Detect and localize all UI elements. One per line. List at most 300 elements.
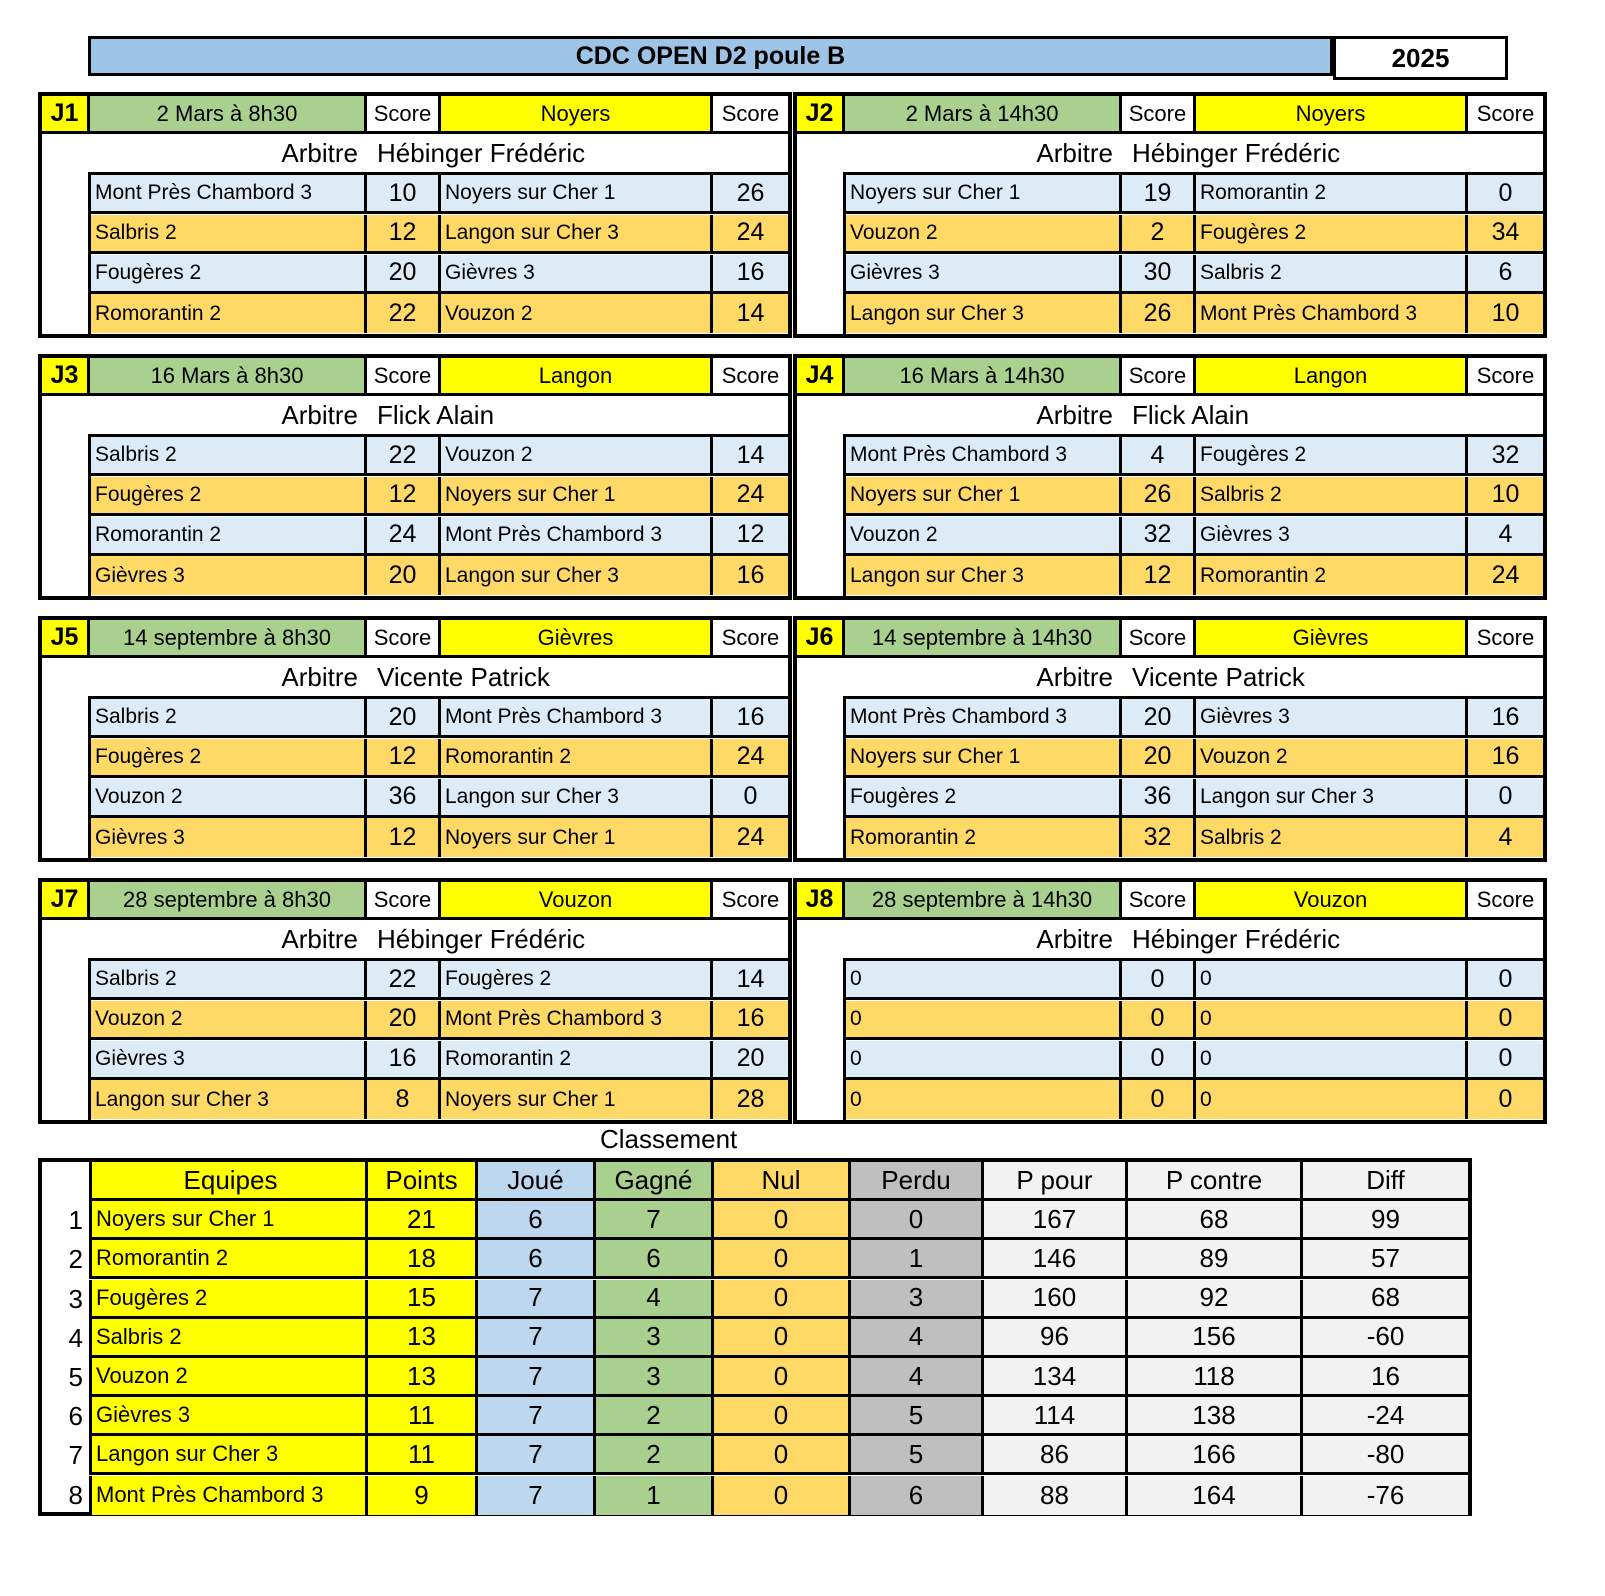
score-header: Score bbox=[1468, 620, 1543, 655]
column-header-lost: Perdu bbox=[851, 1162, 984, 1201]
away-score: 0 bbox=[1498, 782, 1513, 810]
rank: 5 bbox=[42, 1358, 92, 1397]
home-score: 26 bbox=[1122, 294, 1196, 333]
points-against: 89 bbox=[1128, 1240, 1303, 1279]
home-score: 20 bbox=[367, 1001, 441, 1037]
away-score: 24 bbox=[1491, 561, 1520, 590]
away-team: 0 bbox=[1196, 961, 1468, 997]
match-row bbox=[91, 779, 788, 818]
match-row bbox=[846, 1041, 1543, 1080]
score-header: Score bbox=[713, 96, 788, 131]
difference: -60 bbox=[1303, 1319, 1468, 1358]
drawn: 0 bbox=[714, 1240, 851, 1279]
referee-label: Arbitre bbox=[281, 400, 358, 430]
away-score: 16 bbox=[736, 258, 765, 286]
points: 13 bbox=[368, 1358, 478, 1397]
match-row bbox=[91, 961, 788, 1000]
home-score: 12 bbox=[367, 739, 441, 775]
home-score: 12 bbox=[367, 215, 441, 251]
home-score: 10 bbox=[367, 175, 441, 211]
round-id: J2 bbox=[797, 96, 845, 131]
match-row bbox=[846, 294, 1543, 333]
away-score: 6 bbox=[1498, 258, 1513, 286]
away-team: Salbris 2 bbox=[1196, 818, 1468, 857]
round-id: J6 bbox=[797, 620, 845, 655]
home-team: Mont Près Chambord 3 bbox=[846, 699, 1122, 735]
home-score: 22 bbox=[367, 437, 441, 473]
home-team: Noyers sur Cher 1 bbox=[846, 477, 1122, 513]
match-list bbox=[843, 699, 1543, 858]
standings-row bbox=[42, 1358, 1468, 1397]
away-team: Vouzon 2 bbox=[441, 437, 713, 473]
round-id: J7 bbox=[42, 882, 90, 917]
won: 6 bbox=[596, 1240, 714, 1279]
page-title: CDC OPEN D2 poule B bbox=[88, 36, 1333, 76]
rank: 6 bbox=[42, 1397, 92, 1436]
match-row bbox=[91, 739, 788, 778]
match-row bbox=[846, 699, 1543, 738]
away-score: 0 bbox=[1498, 1004, 1513, 1033]
played: 7 bbox=[478, 1476, 596, 1515]
match-row bbox=[846, 517, 1543, 556]
title-bar bbox=[88, 36, 1508, 80]
round-venue: Langon bbox=[441, 358, 713, 393]
match-row bbox=[91, 294, 788, 333]
won: 3 bbox=[596, 1358, 714, 1397]
round-date: 16 Mars à 8h30 bbox=[90, 358, 367, 393]
won: 7 bbox=[596, 1201, 714, 1240]
home-score: 2 bbox=[1122, 215, 1196, 251]
score-header: Score bbox=[713, 358, 788, 393]
referee-row bbox=[797, 134, 1543, 174]
away-score: 14 bbox=[736, 440, 765, 469]
points: 11 bbox=[368, 1436, 478, 1475]
home-team: Salbris 2 bbox=[91, 437, 367, 473]
classement-title: Classement bbox=[600, 1124, 738, 1154]
round-date: 2 Mars à 8h30 bbox=[90, 96, 367, 131]
round-id: J5 bbox=[42, 620, 90, 655]
home-score: 20 bbox=[1122, 739, 1196, 775]
round-block-j6 bbox=[793, 616, 1547, 862]
away-team: Fougères 2 bbox=[441, 961, 713, 997]
team-name: Langon sur Cher 3 bbox=[92, 1436, 368, 1475]
round-id: J8 bbox=[797, 882, 845, 917]
points-for: 134 bbox=[984, 1358, 1128, 1397]
referee-name: Hébinger Frédéric bbox=[377, 138, 586, 168]
round-block-j2 bbox=[793, 92, 1547, 338]
away-team: Noyers sur Cher 1 bbox=[441, 477, 713, 513]
standings-row bbox=[42, 1436, 1468, 1475]
referee-row bbox=[797, 920, 1543, 960]
away-score: 0 bbox=[1498, 964, 1513, 993]
lost: 6 bbox=[851, 1476, 984, 1515]
match-row bbox=[91, 477, 788, 516]
points: 11 bbox=[368, 1397, 478, 1436]
away-team: Gièvres 3 bbox=[441, 255, 713, 291]
referee-label: Arbitre bbox=[1036, 662, 1113, 692]
standings-row bbox=[42, 1476, 1468, 1515]
rank: 1 bbox=[42, 1201, 92, 1240]
round-header bbox=[797, 358, 1543, 396]
column-header-points-for: P pour bbox=[984, 1162, 1128, 1201]
home-score: 22 bbox=[367, 961, 441, 997]
home-score: 0 bbox=[1122, 961, 1196, 997]
points-against: 118 bbox=[1128, 1358, 1303, 1397]
score-header: Score bbox=[367, 882, 441, 917]
away-team: Salbris 2 bbox=[1196, 477, 1468, 513]
drawn: 0 bbox=[714, 1280, 851, 1319]
away-score: 14 bbox=[736, 964, 765, 993]
lost: 4 bbox=[851, 1319, 984, 1358]
played: 7 bbox=[478, 1436, 596, 1475]
team-name: Gièvres 3 bbox=[92, 1397, 368, 1436]
score-header: Score bbox=[713, 620, 788, 655]
won: 1 bbox=[596, 1476, 714, 1515]
match-row bbox=[846, 1080, 1543, 1119]
round-block-j1 bbox=[38, 92, 792, 338]
away-score: 16 bbox=[1491, 742, 1520, 771]
round-date: 2 Mars à 14h30 bbox=[845, 96, 1122, 131]
home-team: Vouzon 2 bbox=[846, 215, 1122, 251]
home-team: Romorantin 2 bbox=[91, 294, 367, 333]
score-header: Score bbox=[1122, 620, 1196, 655]
round-id: J4 bbox=[797, 358, 845, 393]
away-team: Noyers sur Cher 1 bbox=[441, 818, 713, 857]
team-name: Salbris 2 bbox=[92, 1319, 368, 1358]
match-list bbox=[88, 699, 788, 858]
referee-name: Hébinger Frédéric bbox=[1132, 924, 1341, 954]
home-score: 19 bbox=[1122, 175, 1196, 211]
home-team: Gièvres 3 bbox=[91, 1041, 367, 1077]
drawn: 0 bbox=[714, 1476, 851, 1515]
match-list bbox=[88, 961, 788, 1120]
won: 3 bbox=[596, 1319, 714, 1358]
referee-name: Hébinger Frédéric bbox=[377, 924, 586, 954]
match-list bbox=[843, 437, 1543, 596]
round-header bbox=[42, 96, 788, 134]
match-list bbox=[843, 175, 1543, 334]
points: 9 bbox=[368, 1476, 478, 1515]
away-team: Gièvres 3 bbox=[1196, 517, 1468, 553]
match-row bbox=[91, 1001, 788, 1040]
round-date: 14 septembre à 8h30 bbox=[90, 620, 367, 655]
home-score: 20 bbox=[367, 255, 441, 291]
score-header: Score bbox=[713, 882, 788, 917]
home-team: Vouzon 2 bbox=[846, 517, 1122, 553]
match-row bbox=[91, 1041, 788, 1080]
away-score: 10 bbox=[1491, 480, 1520, 509]
referee-name: Flick Alain bbox=[1132, 400, 1250, 430]
match-row bbox=[846, 215, 1543, 254]
away-score: 0 bbox=[743, 782, 758, 810]
match-list bbox=[843, 961, 1543, 1120]
away-score: 16 bbox=[1491, 702, 1520, 731]
away-score: 24 bbox=[736, 742, 765, 771]
home-team: Fougères 2 bbox=[91, 255, 367, 291]
away-score: 16 bbox=[736, 1004, 765, 1033]
points-for: 86 bbox=[984, 1436, 1128, 1475]
home-team: Fougères 2 bbox=[91, 477, 367, 513]
away-team: Romorantin 2 bbox=[441, 1041, 713, 1077]
home-score: 36 bbox=[1122, 779, 1196, 815]
away-team: 0 bbox=[1196, 1080, 1468, 1119]
home-team: Romorantin 2 bbox=[846, 818, 1122, 857]
referee-row bbox=[42, 134, 788, 174]
match-row bbox=[91, 818, 788, 857]
home-score: 26 bbox=[1122, 477, 1196, 513]
home-team: Noyers sur Cher 1 bbox=[846, 739, 1122, 775]
away-team: Mont Près Chambord 3 bbox=[1196, 294, 1468, 333]
lost: 5 bbox=[851, 1436, 984, 1475]
away-score: 4 bbox=[1498, 520, 1513, 548]
lost: 0 bbox=[851, 1201, 984, 1240]
away-team: Mont Près Chambord 3 bbox=[441, 1001, 713, 1037]
standings-row bbox=[42, 1240, 1468, 1279]
referee-row bbox=[42, 658, 788, 698]
away-score: 16 bbox=[736, 702, 765, 731]
away-team: Langon sur Cher 3 bbox=[441, 779, 713, 815]
rank: 2 bbox=[42, 1240, 92, 1279]
home-team: 0 bbox=[846, 961, 1122, 997]
round-header bbox=[42, 358, 788, 396]
referee-row bbox=[42, 920, 788, 960]
away-score: 4 bbox=[1498, 823, 1513, 852]
drawn: 0 bbox=[714, 1358, 851, 1397]
home-score: 16 bbox=[367, 1041, 441, 1077]
points-for: 114 bbox=[984, 1397, 1128, 1436]
points-against: 166 bbox=[1128, 1436, 1303, 1475]
round-header bbox=[797, 620, 1543, 658]
match-row bbox=[91, 255, 788, 294]
round-block-j4 bbox=[793, 354, 1547, 600]
match-list bbox=[88, 437, 788, 596]
match-row bbox=[846, 255, 1543, 294]
standings-table bbox=[38, 1158, 1472, 1516]
home-team: Gièvres 3 bbox=[91, 818, 367, 857]
round-venue: Vouzon bbox=[441, 882, 713, 917]
round-header bbox=[797, 882, 1543, 920]
score-header: Score bbox=[1468, 358, 1543, 393]
home-score: 36 bbox=[367, 779, 441, 815]
home-team: Fougères 2 bbox=[846, 779, 1122, 815]
home-score: 20 bbox=[1122, 699, 1196, 735]
match-row bbox=[846, 818, 1543, 857]
away-score: 24 bbox=[736, 480, 765, 509]
match-list bbox=[88, 175, 788, 334]
match-row bbox=[91, 1080, 788, 1119]
match-row bbox=[846, 1001, 1543, 1040]
match-row bbox=[846, 739, 1543, 778]
difference: 57 bbox=[1303, 1240, 1468, 1279]
home-score: 0 bbox=[1122, 1080, 1196, 1119]
match-row bbox=[846, 556, 1543, 595]
away-score: 20 bbox=[736, 1044, 765, 1072]
played: 7 bbox=[478, 1280, 596, 1319]
lost: 3 bbox=[851, 1280, 984, 1319]
match-row bbox=[91, 175, 788, 214]
round-id: J1 bbox=[42, 96, 90, 131]
referee-label: Arbitre bbox=[281, 924, 358, 954]
referee-row bbox=[42, 396, 788, 436]
home-score: 32 bbox=[1122, 818, 1196, 857]
match-row bbox=[846, 477, 1543, 516]
home-score: 20 bbox=[367, 699, 441, 735]
round-date: 16 Mars à 14h30 bbox=[845, 358, 1122, 393]
played: 7 bbox=[478, 1358, 596, 1397]
column-header-won: Gagné bbox=[596, 1162, 714, 1201]
away-score: 16 bbox=[736, 561, 765, 590]
home-team: Romorantin 2 bbox=[91, 517, 367, 553]
away-team: Romorantin 2 bbox=[1196, 175, 1468, 211]
match-row bbox=[846, 779, 1543, 818]
difference: -24 bbox=[1303, 1397, 1468, 1436]
standings-row bbox=[42, 1201, 1468, 1240]
points-for: 167 bbox=[984, 1201, 1128, 1240]
match-row bbox=[91, 517, 788, 556]
points: 21 bbox=[368, 1201, 478, 1240]
season-year: 2025 bbox=[1333, 36, 1508, 80]
round-block-j8 bbox=[793, 878, 1547, 1124]
referee-label: Arbitre bbox=[1036, 138, 1113, 168]
referee-name: Vicente Patrick bbox=[377, 662, 550, 692]
away-score: 0 bbox=[1498, 1044, 1513, 1072]
column-header-drawn: Nul bbox=[714, 1162, 851, 1201]
away-team: Langon sur Cher 3 bbox=[441, 556, 713, 595]
points: 18 bbox=[368, 1240, 478, 1279]
home-team: 0 bbox=[846, 1041, 1122, 1077]
points-against: 164 bbox=[1128, 1476, 1303, 1515]
match-row bbox=[91, 215, 788, 254]
team-name: Mont Près Chambord 3 bbox=[92, 1476, 368, 1515]
home-team: Vouzon 2 bbox=[91, 779, 367, 815]
points: 13 bbox=[368, 1319, 478, 1358]
won: 4 bbox=[596, 1280, 714, 1319]
lost: 5 bbox=[851, 1397, 984, 1436]
away-score: 12 bbox=[736, 520, 765, 548]
match-row bbox=[846, 961, 1543, 1000]
team-name: Vouzon 2 bbox=[92, 1358, 368, 1397]
team-name: Noyers sur Cher 1 bbox=[92, 1201, 368, 1240]
home-team: Salbris 2 bbox=[91, 699, 367, 735]
home-score: 22 bbox=[367, 294, 441, 333]
referee-name: Vicente Patrick bbox=[1132, 662, 1305, 692]
home-score: 30 bbox=[1122, 255, 1196, 291]
referee-label: Arbitre bbox=[281, 138, 358, 168]
standings-row bbox=[42, 1319, 1468, 1358]
rank: 8 bbox=[42, 1476, 92, 1515]
away-team: Mont Près Chambord 3 bbox=[441, 517, 713, 553]
away-score: 34 bbox=[1491, 218, 1520, 247]
away-team: Salbris 2 bbox=[1196, 255, 1468, 291]
column-header-difference: Diff bbox=[1303, 1162, 1468, 1201]
away-score: 0 bbox=[1498, 178, 1513, 207]
rank: 4 bbox=[42, 1319, 92, 1358]
home-team: Fougères 2 bbox=[91, 739, 367, 775]
away-score: 26 bbox=[736, 178, 765, 207]
away-team: Noyers sur Cher 1 bbox=[441, 1080, 713, 1119]
home-score: 12 bbox=[1122, 556, 1196, 595]
home-team: Mont Près Chambord 3 bbox=[91, 175, 367, 211]
referee-label: Arbitre bbox=[1036, 400, 1113, 430]
drawn: 0 bbox=[714, 1201, 851, 1240]
score-header: Score bbox=[1122, 96, 1196, 131]
home-team: Salbris 2 bbox=[91, 215, 367, 251]
standings-row bbox=[42, 1280, 1468, 1319]
away-score: 10 bbox=[1491, 299, 1520, 328]
referee-row bbox=[797, 658, 1543, 698]
round-venue: Langon bbox=[1196, 358, 1468, 393]
points-for: 160 bbox=[984, 1280, 1128, 1319]
away-team: Mont Près Chambord 3 bbox=[441, 699, 713, 735]
home-team: Gièvres 3 bbox=[846, 255, 1122, 291]
score-header: Score bbox=[367, 96, 441, 131]
home-score: 0 bbox=[1122, 1041, 1196, 1077]
points-for: 96 bbox=[984, 1319, 1128, 1358]
away-score: 24 bbox=[736, 218, 765, 247]
difference: 68 bbox=[1303, 1280, 1468, 1319]
difference: 16 bbox=[1303, 1358, 1468, 1397]
round-header bbox=[42, 882, 788, 920]
played: 7 bbox=[478, 1319, 596, 1358]
points-for: 88 bbox=[984, 1476, 1128, 1515]
home-team: 0 bbox=[846, 1001, 1122, 1037]
away-team: Fougères 2 bbox=[1196, 437, 1468, 473]
rank-header bbox=[42, 1162, 92, 1201]
standings-row bbox=[42, 1397, 1468, 1436]
home-score: 20 bbox=[367, 556, 441, 595]
won: 2 bbox=[596, 1436, 714, 1475]
score-header: Score bbox=[1468, 96, 1543, 131]
points-against: 156 bbox=[1128, 1319, 1303, 1358]
away-team: 0 bbox=[1196, 1041, 1468, 1077]
home-score: 4 bbox=[1122, 437, 1196, 473]
score-header: Score bbox=[367, 358, 441, 393]
home-score: 8 bbox=[367, 1080, 441, 1119]
drawn: 0 bbox=[714, 1436, 851, 1475]
match-row bbox=[846, 437, 1543, 476]
home-team: Langon sur Cher 3 bbox=[846, 556, 1122, 595]
away-score: 28 bbox=[736, 1085, 765, 1114]
drawn: 0 bbox=[714, 1319, 851, 1358]
away-team: Gièvres 3 bbox=[1196, 699, 1468, 735]
away-team: 0 bbox=[1196, 1001, 1468, 1037]
lost: 1 bbox=[851, 1240, 984, 1279]
round-venue: Noyers bbox=[1196, 96, 1468, 131]
home-score: 24 bbox=[367, 517, 441, 553]
difference: 99 bbox=[1303, 1201, 1468, 1240]
home-team: Noyers sur Cher 1 bbox=[846, 175, 1122, 211]
away-team: Noyers sur Cher 1 bbox=[441, 175, 713, 211]
match-row bbox=[91, 699, 788, 738]
points-against: 138 bbox=[1128, 1397, 1303, 1436]
away-score: 0 bbox=[1498, 1085, 1513, 1114]
home-team: Mont Près Chambord 3 bbox=[846, 437, 1122, 473]
home-team: 0 bbox=[846, 1080, 1122, 1119]
away-team: Romorantin 2 bbox=[1196, 556, 1468, 595]
score-header: Score bbox=[367, 620, 441, 655]
rank: 3 bbox=[42, 1280, 92, 1319]
round-header bbox=[42, 620, 788, 658]
away-team: Vouzon 2 bbox=[1196, 739, 1468, 775]
points-against: 68 bbox=[1128, 1201, 1303, 1240]
standings-header bbox=[42, 1162, 1468, 1201]
team-name: Fougères 2 bbox=[92, 1280, 368, 1319]
home-score: 12 bbox=[367, 477, 441, 513]
home-score: 12 bbox=[367, 818, 441, 857]
away-score: 32 bbox=[1491, 440, 1520, 469]
score-header: Score bbox=[1122, 882, 1196, 917]
home-score: 32 bbox=[1122, 517, 1196, 553]
